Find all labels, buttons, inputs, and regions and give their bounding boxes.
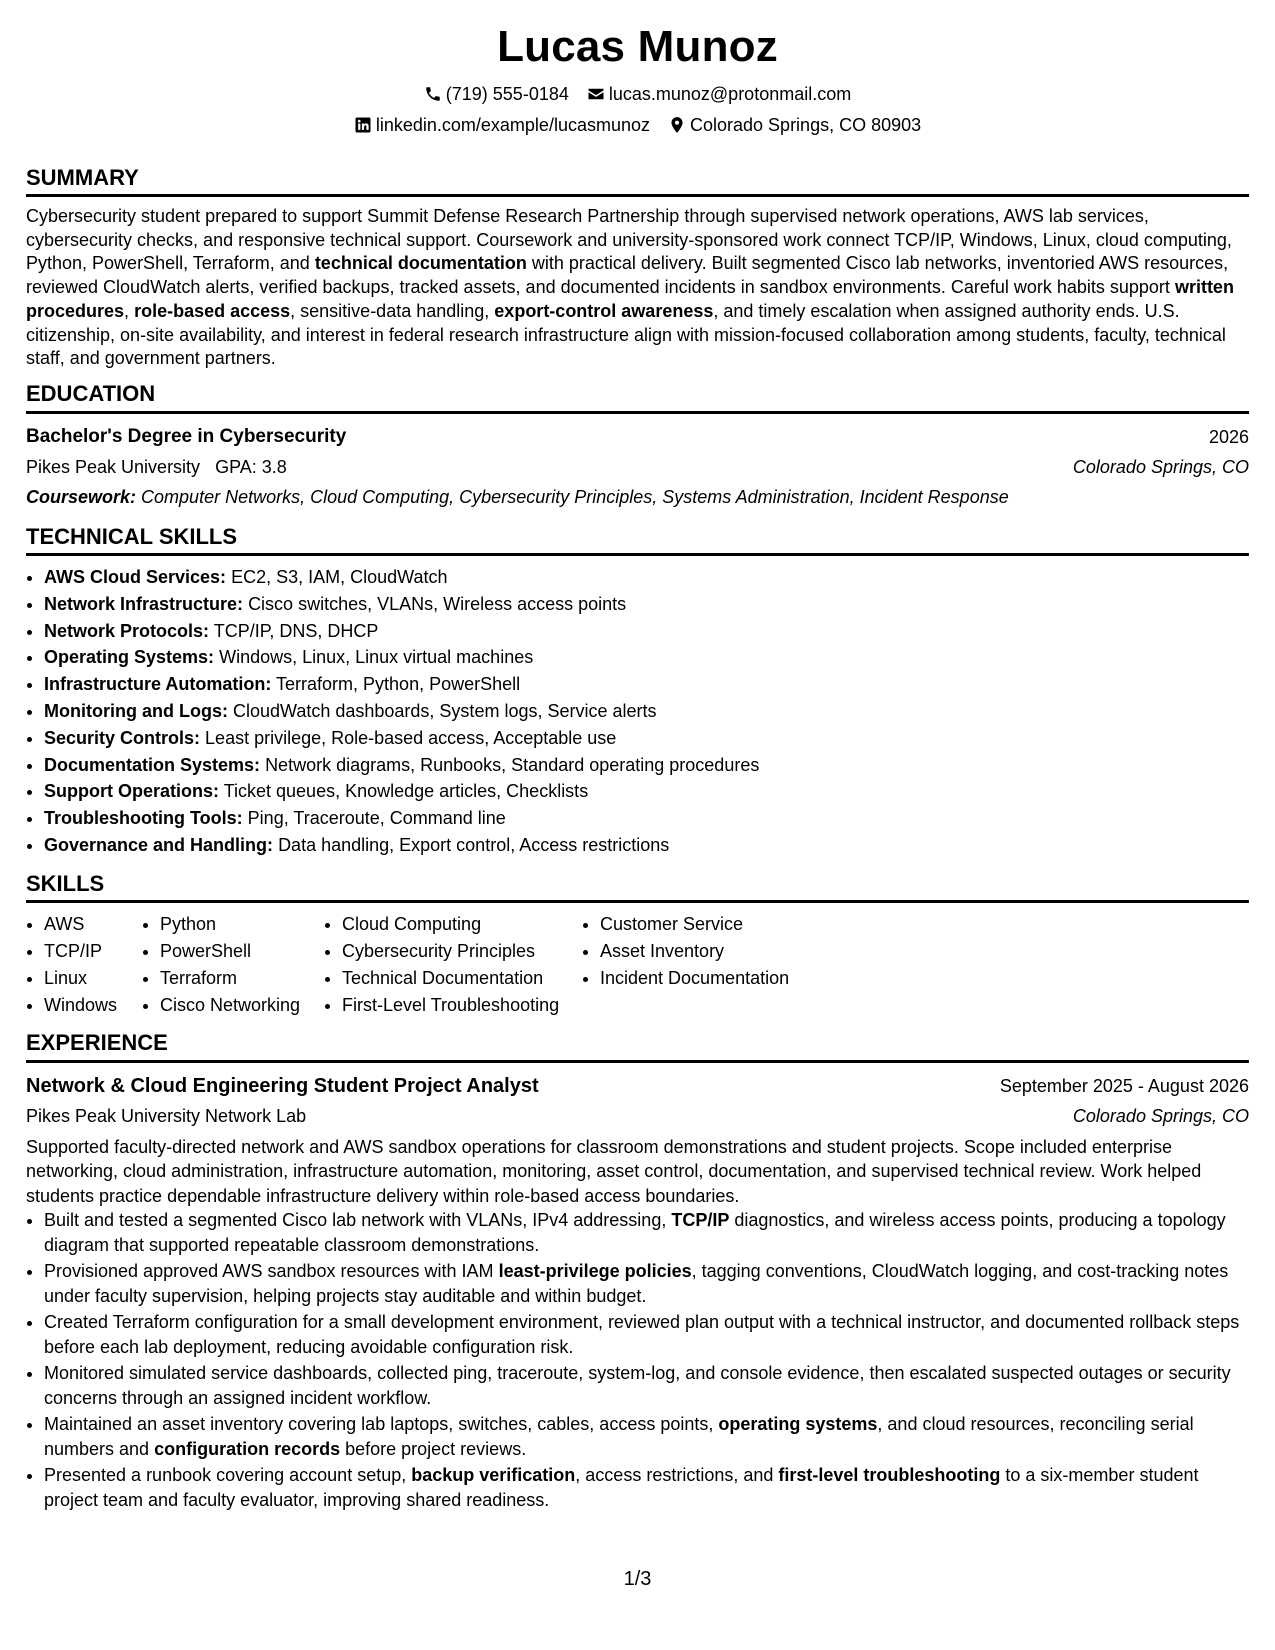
- skill-values: TCP/IP, DNS, DHCP: [213, 620, 379, 641]
- skill-values: EC2, S3, IAM, CloudWatch: [231, 567, 448, 588]
- job-title: Network & Cloud Engineering Student Project Analyst: [26, 1074, 539, 1097]
- school-location: Colorado Springs, CO: [1072, 456, 1249, 477]
- location-contact: [668, 110, 921, 141]
- text-segment: , access restrictions, and: [575, 1465, 779, 1486]
- skill-item: • Terraform: [160, 965, 324, 992]
- technical-skill-item: [44, 618, 1249, 645]
- technical-skill-item: [44, 778, 1249, 805]
- emphasis-text: least-privilege policies: [498, 1261, 692, 1282]
- degree-title: Bachelor's Degree in Cybersecurity: [26, 425, 347, 447]
- envelope-icon: [587, 85, 605, 103]
- skills-heading: SKILLS: [26, 871, 1249, 903]
- linkedin-contact[interactable]: [354, 110, 650, 141]
- emphasis-text: written procedures: [26, 277, 1234, 321]
- contact-line-2: [26, 110, 1249, 141]
- skills-column-1: [26, 911, 142, 1018]
- technical-skills-section: [26, 524, 1249, 859]
- text-segment: Monitored simulated service dashboards, collected ping, traceroute, system-log, and console evidence, then escalated suspected outages or security concerns through an assigned incident workflow.: [44, 1363, 1231, 1408]
- skill-item: • Customer Service: [600, 911, 860, 938]
- text-segment: , tagging conventions, CloudWatch logging, and cost-tracking notes under faculty supervision, helping projects stay auditable and within budget.: [44, 1261, 1229, 1306]
- technical-skill-item: [44, 564, 1249, 591]
- emphasis-text: export-control awareness: [494, 300, 714, 321]
- skill-category: Troubleshooting Tools:: [44, 808, 243, 829]
- skill-category: Network Infrastructure:: [44, 593, 244, 614]
- experience-bullets: [26, 1208, 1249, 1512]
- text-segment: with practical delivery. Built segmented Cisco lab networks, inventoried AWS resources, reviewed CloudWatch alerts, verified backups, tracked assets, and documented incidents in sandbox environments. Careful work habits support: [26, 253, 1229, 298]
- text-segment: before project reviews.: [340, 1438, 527, 1459]
- coursework-list: Computer Networks, Cloud Computing, Cybersecurity Principles, Systems Administration, Incident Response: [141, 486, 1009, 507]
- org-row: [26, 1101, 1249, 1131]
- skill-values: Terraform, Python, PowerShell: [276, 674, 521, 695]
- text-segment: , sensitive-data handling,: [290, 300, 495, 321]
- skill-values: Data handling, Export control, Access restrictions: [278, 834, 670, 855]
- experience-bullet: [44, 1463, 1249, 1512]
- skill-item: • Cybersecurity Principles: [342, 938, 582, 965]
- location-text: Colorado Springs, CO 80903: [690, 114, 922, 135]
- technical-skill-item: [44, 591, 1249, 618]
- coursework-label: Coursework:: [26, 486, 137, 507]
- skill-item: • Python: [160, 911, 324, 938]
- skill-item: • Technical Documentation: [342, 965, 582, 992]
- skill-category: Support Operations:: [44, 781, 219, 802]
- contact-line-1: [26, 79, 1249, 110]
- experience-bullet: [44, 1361, 1249, 1410]
- experience-heading: EXPERIENCE: [26, 1030, 1249, 1062]
- text-segment: Maintained an asset inventory covering lab laptops, switches, cables, access points,: [44, 1414, 719, 1435]
- emphasis-text: backup verification: [411, 1465, 576, 1486]
- skill-category: Network Protocols:: [44, 620, 210, 641]
- technical-skill-item: [44, 644, 1249, 671]
- skill-category: Documentation Systems:: [44, 754, 261, 775]
- education-section: [26, 381, 1249, 511]
- phone-number: (719) 555-0184: [445, 83, 569, 104]
- emphasis-text: configuration records: [154, 1438, 341, 1459]
- skills-grid: [26, 911, 1249, 1018]
- experience-bullet: [44, 1310, 1249, 1359]
- skill-category: Governance and Handling:: [44, 834, 274, 855]
- skill-item: • Cisco Networking: [160, 992, 324, 1019]
- technical-skill-item: [44, 832, 1249, 859]
- skill-item: • AWS: [44, 911, 142, 938]
- skill-item: • Cloud Computing: [342, 911, 582, 938]
- gpa: GPA: 3.8: [215, 456, 287, 477]
- candidate-name: Lucas Munoz: [497, 22, 778, 71]
- skill-category: Security Controls:: [44, 727, 201, 748]
- school-name: Pikes Peak University: [26, 456, 201, 477]
- experience-bullet: [44, 1208, 1249, 1257]
- linkedin-icon: [354, 116, 372, 134]
- summary-heading: SUMMARY: [26, 165, 1249, 197]
- organization: Pikes Peak University Network Lab: [26, 1105, 307, 1126]
- technical-skill-item: [44, 671, 1249, 698]
- graduation-year: 2026: [1208, 426, 1249, 447]
- emphasis-text: operating systems: [718, 1414, 878, 1435]
- skill-category: Infrastructure Automation:: [44, 674, 272, 695]
- text-segment: Cybersecurity student prepared to support Summit Defense Research Partnership through supervised network operations, AWS lab services, cybersecurity checks, and responsive technical support. Coursework and university-sponsored work connect TCP/IP, Windows, Linux, cloud computing, Python, PowerShell, Terraform, and: [26, 205, 1232, 274]
- skill-item: • TCP/IP: [44, 938, 142, 965]
- job-dates: September 2025 - August 2026: [999, 1075, 1249, 1096]
- role-row: [26, 1071, 1249, 1101]
- text-segment: diagnostics, and wireless access points, producing a topology diagram that supported repeatable classroom demonstrations.: [44, 1210, 1226, 1255]
- skill-item: • Incident Documentation: [600, 965, 860, 992]
- skills-column-2: [142, 911, 324, 1018]
- email-contact[interactable]: [587, 79, 851, 110]
- skill-item: • First-Level Troubleshooting: [342, 992, 582, 1019]
- phone-contact: [424, 79, 569, 110]
- degree-row: [26, 422, 1249, 452]
- text-segment: , and cloud resources, reconciling serial numbers and: [44, 1414, 1194, 1459]
- school-row: [26, 452, 1249, 482]
- text-segment: to a six-member student project team and faculty evaluator, improving shared readiness.: [44, 1465, 1199, 1510]
- school-info: [26, 452, 287, 482]
- skills-section: [26, 871, 1249, 1019]
- skill-values: CloudWatch dashboards, System logs, Service alerts: [232, 701, 657, 721]
- job-description: Supported faculty-directed network and AWS sandbox operations for classroom demonstrations and student projects. Scope included enterprise networking, cloud administration, infrastructure automation, monitoring, asset control, documentation, and supervised technical review. Work helped students practice dependable infrastructure delivery within role-based access boundaries.: [26, 1136, 1202, 1206]
- skill-values: Least privilege, Role-based access, Acceptable use: [205, 727, 617, 748]
- technical-skill-item: [44, 698, 1249, 725]
- emphasis-text: first-level troubleshooting: [778, 1465, 1001, 1486]
- skill-values: Network diagrams, Runbooks, Standard operating procedures: [265, 754, 760, 775]
- coursework-line: [26, 482, 1249, 512]
- job-location: Colorado Springs, CO: [1072, 1105, 1249, 1126]
- skill-item: • PowerShell: [160, 938, 324, 965]
- technical-skill-item: [44, 752, 1249, 779]
- map-pin-icon: [668, 116, 686, 134]
- emphasis-text: technical documentation: [314, 253, 527, 274]
- page-number: 1/3: [623, 1568, 652, 1590]
- experience-section: [26, 1030, 1249, 1512]
- skills-column-3: [324, 911, 582, 1018]
- skill-category: AWS Cloud Services:: [44, 567, 227, 588]
- summary-section: [26, 165, 1249, 372]
- skill-category: Monitoring and Logs:: [44, 701, 228, 721]
- skills-column-4: [582, 911, 860, 1018]
- summary-text: [26, 205, 1249, 371]
- resume-page: [26, 22, 1249, 1514]
- technical-skill-item: [44, 725, 1249, 752]
- technical-skills-list: [26, 564, 1249, 859]
- skill-values: Cisco switches, VLANs, Wireless access points: [248, 593, 627, 614]
- technical-skill-item: [44, 805, 1249, 832]
- skill-values: Windows, Linux, Linux virtual machines: [219, 647, 534, 668]
- education-heading: EDUCATION: [26, 381, 1249, 413]
- skill-item: • Windows: [44, 992, 142, 1019]
- text-segment: Provisioned approved AWS sandbox resources with IAM: [44, 1261, 499, 1282]
- skill-category: Operating Systems:: [44, 647, 215, 668]
- skill-values: Ticket queues, Knowledge articles, Checklists: [223, 781, 589, 802]
- skill-values: Ping, Traceroute, Command line: [247, 808, 506, 829]
- text-segment: Presented a runbook covering account setup,: [44, 1465, 412, 1486]
- text-segment: ,: [124, 300, 135, 321]
- emphasis-text: role-based access: [134, 300, 291, 321]
- experience-bullet: [44, 1412, 1249, 1461]
- phone-icon: [424, 85, 442, 103]
- technical-skills-heading: TECHNICAL SKILLS: [26, 524, 1249, 556]
- text-segment: Built and tested a segmented Cisco lab network with VLANs, IPv4 addressing,: [44, 1210, 672, 1231]
- skill-item: • Asset Inventory: [600, 938, 860, 965]
- experience-bullet: [44, 1259, 1249, 1308]
- linkedin-url[interactable]: linkedin.com/example/lucasmunoz: [375, 114, 650, 135]
- skill-item: • Linux: [44, 965, 142, 992]
- text-segment: , and timely escalation when assigned authority ends. U.S. citizenship, on-site availability, and interest in federal research infrastructure align with mission-focused collaboration among students, faculty, technical staff, and government partners.: [26, 300, 1226, 369]
- email-address[interactable]: lucas.munoz@protonmail.com: [608, 83, 852, 104]
- emphasis-text: TCP/IP: [671, 1210, 730, 1231]
- text-segment: Created Terraform configuration for a small development environment, reviewed plan output with a technical instructor, and documented rollback steps before each lab deployment, reducing avoidable configuration risk.: [44, 1312, 1240, 1357]
